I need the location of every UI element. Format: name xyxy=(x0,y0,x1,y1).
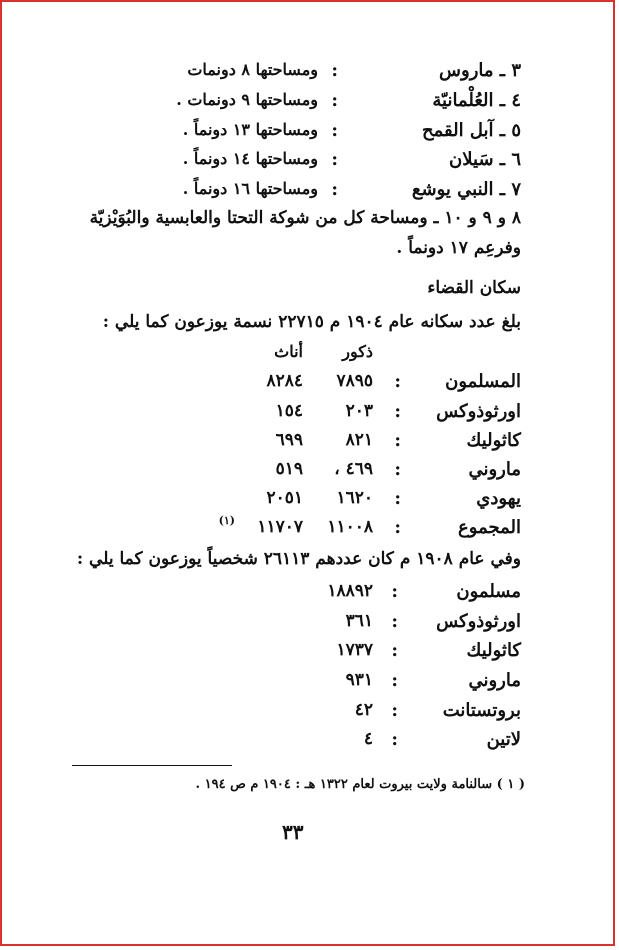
location-colon: : xyxy=(331,120,338,141)
table-row-name: بروتستانت xyxy=(442,700,521,721)
location-colon: : xyxy=(331,179,338,200)
table-row-name: لاتين xyxy=(486,729,521,750)
table-row-colon: : xyxy=(394,371,401,392)
page-number: ٣٣ xyxy=(282,820,304,844)
table-row-colon: : xyxy=(391,700,398,721)
location-name: ٦ ـ سَيلان xyxy=(449,149,521,170)
table-row-name: المجموع xyxy=(458,517,521,538)
table-row-female: ١١٧٠٧ xyxy=(257,517,303,537)
table-row-value: ١٨٨٩٢ xyxy=(327,581,373,601)
table-row-colon: : xyxy=(394,401,401,422)
table-row-colon: : xyxy=(394,430,401,451)
table-row-value: ٩٣١ xyxy=(345,670,373,690)
table-row-colon: : xyxy=(391,640,398,661)
location-area: ومساحتها ٨ دونمات xyxy=(187,60,318,79)
table-row-name: اورثوذوكس xyxy=(436,611,521,632)
table-row-male: ٧٨٩٥ xyxy=(336,371,373,391)
table-row-name: ماروني xyxy=(468,459,521,480)
table-row-colon: : xyxy=(394,517,401,538)
header-male: ذكور xyxy=(342,342,373,361)
location-area: ومساحتها ٩ دونمات . xyxy=(176,90,318,109)
location-name: ٧ ـ النبي يوشع xyxy=(411,179,521,200)
table-row-colon: : xyxy=(391,581,398,602)
table-row-colon: : xyxy=(394,488,401,509)
table-row-name: كاثوليك xyxy=(466,430,521,451)
table-row-value: ٤٢ xyxy=(354,700,373,720)
table-row-value: ٤ xyxy=(363,729,373,749)
table-row-female: ٨٢٨٤ xyxy=(266,371,303,391)
location-area: ومساحتها ١٣ دونماً . xyxy=(182,120,318,139)
table-row-value: ١٧٣٧ xyxy=(336,640,373,660)
footnote-marker: (١) xyxy=(218,514,235,527)
section-heading: سكان القضاء xyxy=(427,278,521,298)
table-row-name: اورثوذوكس xyxy=(436,401,521,422)
location-colon: : xyxy=(331,90,338,111)
table-row-name: ماروني xyxy=(468,670,521,691)
table-row-colon: : xyxy=(391,729,398,750)
intro-1904: بلغ عدد سكانه عام ١٩٠٤ م ٢٢٧١٥ نسمة يوزعون كما يلي : xyxy=(102,312,521,332)
intro-1908: وفي عام ١٩٠٨ م كان عددهم ٢٦١١٣ شخصياً يوزعون كما يلي : xyxy=(76,549,521,569)
location-name: ٤ ـ العُلْمانيّة xyxy=(432,90,521,111)
header-female: أناث xyxy=(274,342,303,361)
paragraph-line: ٨ و ٩ و ١٠ ـ ومساحة كل من شوكة التحتا والعابسية والبُوَيْزيّة xyxy=(89,208,521,228)
table-row-female: ٢٠٥١ xyxy=(266,488,303,508)
location-name: ٥ ـ آبل القمح xyxy=(421,120,521,141)
location-area: ومساحتها ١٦ دونماً . xyxy=(182,179,318,198)
table-row-value: ٣٦١ xyxy=(345,611,373,631)
footnote: ( ١ ) سالنامة ولايت بيروت لعام ١٣٢٢ هـ : ١٩٠٤ م ص ١٩٤ . xyxy=(195,777,525,792)
table-row-female: ٥١٩ xyxy=(275,459,303,479)
table-row-male: ١١٠٠٨ xyxy=(327,517,373,537)
table-row-name: مسلمون xyxy=(456,581,521,602)
location-area: ومساحتها ١٤ دونماً . xyxy=(182,149,318,168)
table-row-colon: : xyxy=(391,670,398,691)
table-row-name: المسلمون xyxy=(445,371,521,392)
table-row-name: يهودي xyxy=(476,488,521,509)
paragraph-line: وفرعِم ١٧ دونماً . xyxy=(396,238,521,258)
table-row-name: كاثوليك xyxy=(466,640,521,661)
table-row-male: ٨٢١ xyxy=(345,430,373,450)
location-name: ٣ ـ ماروس xyxy=(439,60,521,81)
footnote-divider xyxy=(72,765,232,766)
table-row-colon: : xyxy=(394,459,401,480)
location-colon: : xyxy=(331,149,338,170)
table-row-female: ٦٩٩ xyxy=(275,430,303,450)
table-row-male: ١٦٢٠ xyxy=(336,488,373,508)
table-row-female: ١٥٤ xyxy=(275,401,303,421)
table-row-colon: : xyxy=(391,611,398,632)
location-colon: : xyxy=(331,60,338,81)
table-row-male: ٤٦٩ ، xyxy=(334,459,373,479)
table-row-male: ٢٠٣ xyxy=(345,401,373,421)
